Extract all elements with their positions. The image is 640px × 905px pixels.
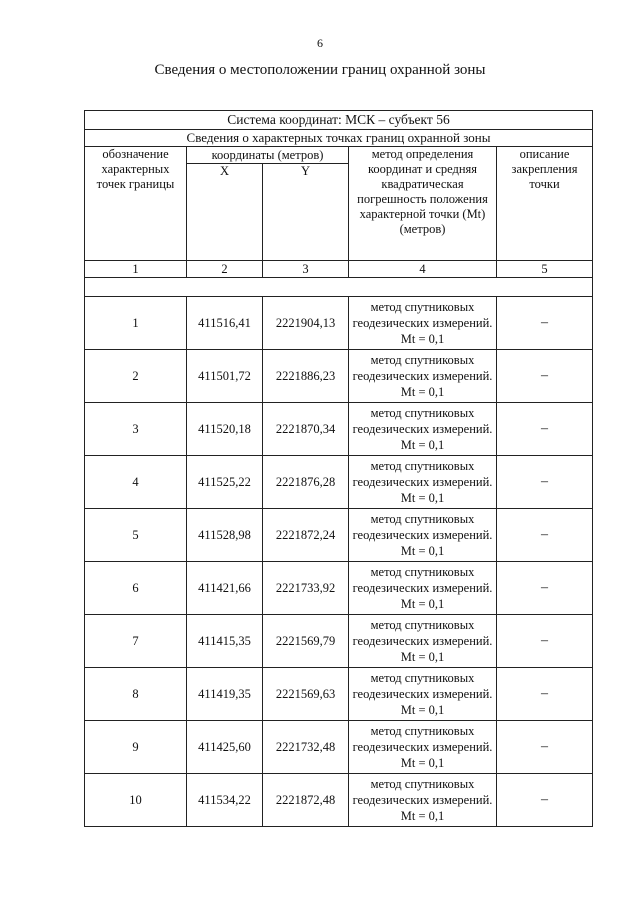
table-row [85,403,593,456]
point-number: 3 [85,403,187,456]
point-description: – [497,615,593,668]
coordinate-system-row [85,111,593,130]
point-description: – [497,403,593,456]
table-row [85,509,593,562]
coord-x: 411425,60 [187,721,263,774]
point-number: 5 [85,509,187,562]
coord-y: 2221876,28 [263,456,349,509]
point-description: – [497,721,593,774]
boundary-points-table [84,110,593,827]
table-row [85,456,593,509]
coord-y: 2221733,92 [263,562,349,615]
table-body [85,297,593,827]
column-numbers-row [85,261,593,278]
point-description: – [497,297,593,350]
point-number: 7 [85,615,187,668]
method: метод спутниковых геодезических измерений. Mt = 0,1 [349,668,497,721]
method: метод спутниковых геодезических измерений. Mt = 0,1 [349,721,497,774]
point-description: – [497,456,593,509]
coord-y: 2221569,79 [263,615,349,668]
method: метод спутниковых геодезических измерений. Mt = 0,1 [349,297,497,350]
coord-x: 411415,35 [187,615,263,668]
method: метод спутниковых геодезических измерений. Mt = 0,1 [349,403,497,456]
coord-x: 411520,18 [187,403,263,456]
coord-x: 411525,22 [187,456,263,509]
coordinate-system: Система координат: МСК – субъект 56 [85,111,593,130]
coord-x: 411534,22 [187,774,263,827]
table-row [85,350,593,403]
coord-y: 2221569,63 [263,668,349,721]
point-description: – [497,668,593,721]
col-x-header: X [187,164,263,261]
points-header-row [85,130,593,147]
point-description: – [497,509,593,562]
coord-x: 411516,41 [187,297,263,350]
coord-y: 2221872,48 [263,774,349,827]
point-number: 1 [85,297,187,350]
table-row [85,562,593,615]
method: метод спутниковых геодезических измерений. Mt = 0,1 [349,350,497,403]
table-row [85,615,593,668]
page-number: 6 [317,36,323,50]
spacer-row [85,278,593,297]
column-number: 5 [497,261,593,278]
coord-x: 411528,98 [187,509,263,562]
method: метод спутниковых геодезических измерений. Mt = 0,1 [349,509,497,562]
point-number: 6 [85,562,187,615]
header-row-1 [85,147,593,164]
point-number: 8 [85,668,187,721]
point-number: 2 [85,350,187,403]
coord-y: 2221886,23 [263,350,349,403]
column-number: 2 [187,261,263,278]
point-description: – [497,350,593,403]
spacer-cell [85,278,593,297]
coord-y: 2221904,13 [263,297,349,350]
coord-y: 2221732,48 [263,721,349,774]
point-number: 9 [85,721,187,774]
table-row [85,297,593,350]
coord-x: 411419,35 [187,668,263,721]
col-y-header: Y [263,164,349,261]
coord-y: 2221872,24 [263,509,349,562]
point-description: – [497,562,593,615]
point-number: 10 [85,774,187,827]
col-coords-header: координаты (метров) [187,147,349,164]
table-row [85,774,593,827]
column-number: 1 [85,261,187,278]
method: метод спутниковых геодезических измерений. Mt = 0,1 [349,562,497,615]
method: метод спутниковых геодезических измерений. Mt = 0,1 [349,615,497,668]
method: метод спутниковых геодезических измерений. Mt = 0,1 [349,774,497,827]
points-header: Сведения о характерных точках границ охранной зоны [85,130,593,147]
coord-x: 411421,66 [187,562,263,615]
point-description: – [497,774,593,827]
column-number: 4 [349,261,497,278]
document-title: Сведения о местоположении границ охранной зоны [154,62,486,78]
col-method-header: метод определения координат и средняя квадратическая погрешность положения характерной точки (Mt) (метров) [349,147,497,261]
col-designation-header: обозначение характерных точек границы [85,147,187,261]
table-row [85,668,593,721]
coord-x: 411501,72 [187,350,263,403]
method: метод спутниковых геодезических измерений. Mt = 0,1 [349,456,497,509]
point-number: 4 [85,456,187,509]
col-description-header: описание закрепления точки [497,147,593,261]
table-row [85,721,593,774]
coord-y: 2221870,34 [263,403,349,456]
column-number: 3 [263,261,349,278]
